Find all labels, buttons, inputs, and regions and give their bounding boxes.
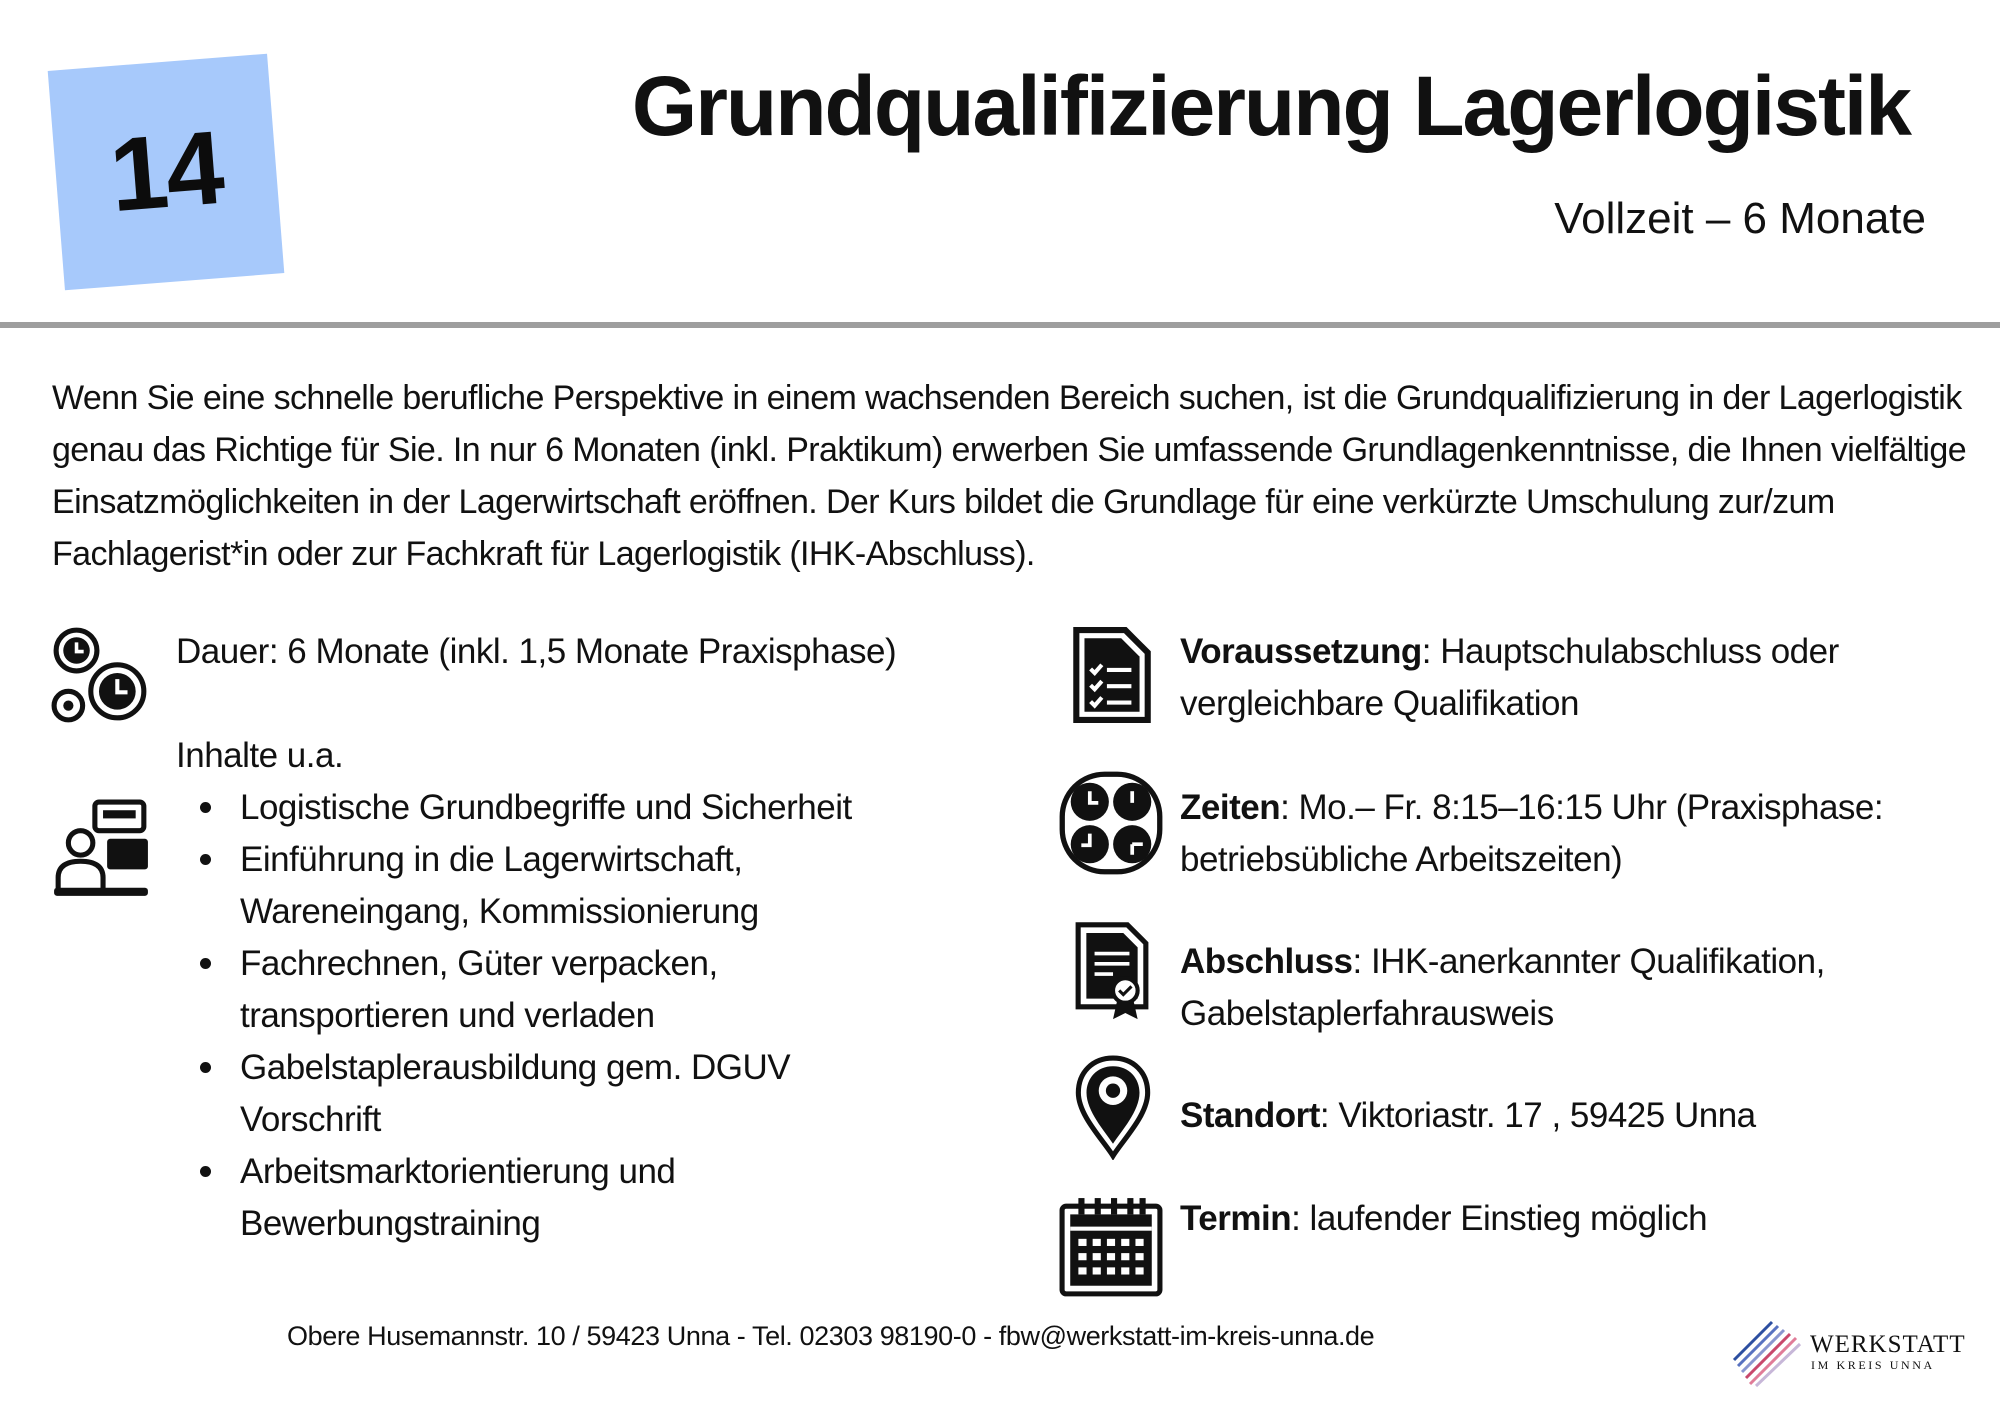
footer-contact: Obere Husemannstr. 10 / 59423 Unna - Tel. 02303 98190-0 - fbw@werkstatt-im-kreis-unna.de: [287, 1321, 1375, 1351]
contents-heading: Inhalte u.a.: [176, 736, 344, 775]
location-value: : Viktoriastr. 17 , 59425 Unna: [1319, 1096, 1756, 1135]
list-item: Einführung in die Lagerwirtschaft, Wareneingang, Kommissionierung: [176, 834, 916, 938]
badge-number: 14: [105, 109, 227, 234]
gears-icon: [50, 624, 152, 726]
location-pin-icon: [1074, 1054, 1152, 1160]
header-divider: [0, 322, 2000, 328]
werkstatt-logo-icon: [1728, 1312, 1804, 1393]
certificate-icon: [1072, 920, 1152, 1024]
list-item: Fachrechnen, Güter verpacken, transportieren und verladen: [176, 938, 916, 1042]
calendar-icon: [1058, 1196, 1164, 1298]
date-value: : laufender Einstieg möglich: [1291, 1199, 1708, 1238]
certificate-label: Abschluss: [1180, 942, 1353, 981]
checklist-icon: [1068, 624, 1154, 726]
location-text: [1180, 1090, 1900, 1142]
certificate-text: [1180, 936, 1900, 1040]
requirement-value: : Hauptschulabschluss oder vergleichbare Qualifikation: [1180, 632, 1839, 723]
location-label: Standort: [1180, 1096, 1320, 1135]
list-item: Gabelstaplerausbildung gem. DGUV Vorschrift: [176, 1042, 916, 1146]
contents-list: [176, 782, 916, 1250]
page-subtitle: Vollzeit – 6 Monate: [1554, 194, 1926, 243]
list-item: Arbeitsmarktorientierung und Bewerbungstraining: [176, 1146, 916, 1250]
logo-subtitle: IM KREIS UNNA: [1811, 1358, 1935, 1372]
certificate-value: : IHK-anerkannter Qualifikation, Gabelstaplerfahrausweis: [1180, 942, 1825, 1033]
intro-paragraph: Wenn Sie eine schnelle berufliche Perspektive in einem wachsenden Bereich suchen, ist die Grundqualifizierung in der Lagerlogistik genau das Richtige für Sie. In nur 6 Monaten (inkl. Praktikum) erwerben Sie umfassende Grundlagenkenntnisse, die Ihnen vielfältige Einsatzmöglichkeiten in der Lagerwirtschaft eröffnen. Der Kurs bildet die Grundlage für eine verkürzte Umschulung zur/zum Fachlagerist*in oder zur Fachkraft für Lagerlogistik (IHK-Abschluss).: [52, 379, 1967, 573]
training-icon: [50, 798, 152, 900]
number-badge: [48, 54, 285, 291]
requirement-label: Voraussetzung: [1180, 632, 1422, 671]
clocks-icon: [1058, 770, 1164, 876]
times-label: Zeiten: [1180, 788, 1281, 827]
date-text: [1180, 1193, 1900, 1245]
page-title: Grundqualifizierung Lagerlogistik: [631, 59, 1910, 153]
logo-name: WERKSTATT: [1810, 1331, 1966, 1358]
requirement-text: [1180, 626, 1880, 730]
list-item: Logistische Grundbegriffe und Sicherheit: [176, 782, 916, 834]
times-text: [1180, 782, 1900, 886]
duration-text: Dauer: 6 Monate (inkl. 1,5 Monate Praxisphase): [176, 632, 897, 671]
date-label: Termin: [1180, 1199, 1292, 1238]
times-value: : Mo.– Fr. 8:15–16:15 Uhr (Praxisphase: betriebsübliche Arbeitszeiten): [1180, 788, 1884, 879]
